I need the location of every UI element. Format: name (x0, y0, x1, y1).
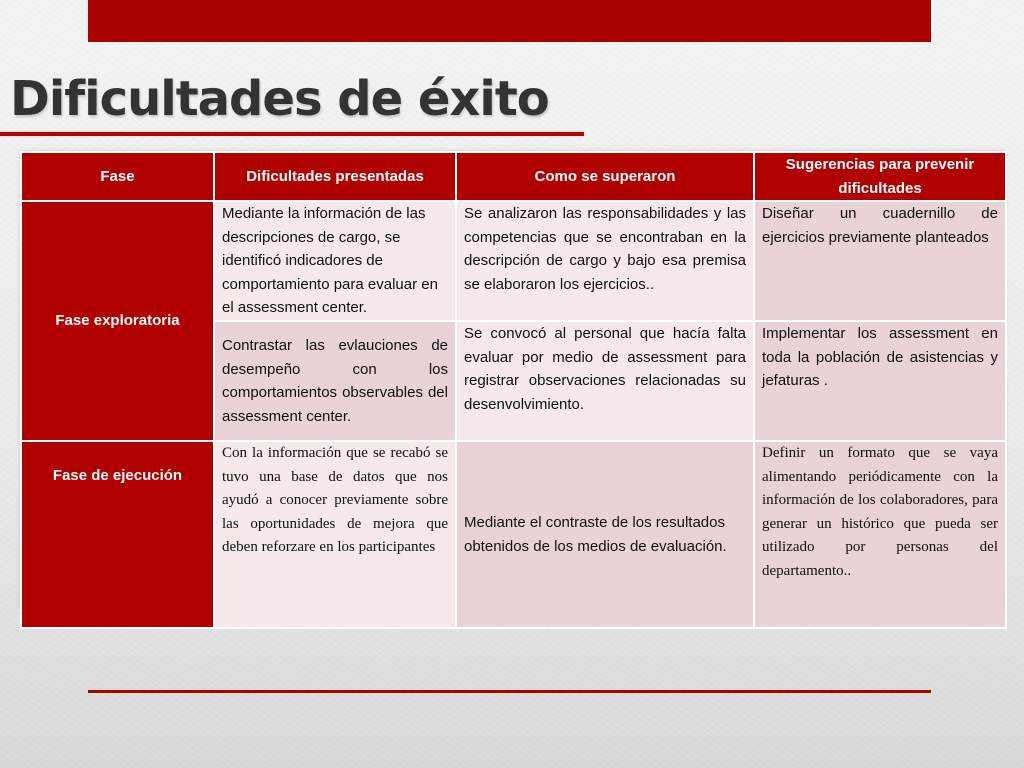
header-sugerencias: Sugerencias para prevenir dificultades (754, 152, 1006, 201)
difficulty-cell: Mediante la información de las descripciones de cargo, se identificó indicadores de comportamiento para evaluar en el assessment center. (214, 201, 456, 321)
difficulties-table-container (20, 151, 1005, 608)
solution-cell: Mediante el contraste de los resultados obtenidos de los medios de evaluación. (456, 441, 754, 628)
suggestion-cell: Diseñar un cuadernillo de ejercicios previamente planteados (754, 201, 1006, 321)
bottom-accent-line (88, 690, 931, 693)
difficulties-table (20, 151, 1007, 629)
phase-exploratoria: Fase exploratoria (21, 201, 214, 441)
difficulty-cell: Contrastar las evlauciones de desempeño con los comportamientos observables del assessment center. (214, 321, 456, 441)
solution-cell: Se analizaron las responsabilidades y las competencias que se encontraban en la descripción de cargo y bajo esa premisa se elaboraron los ejercicios.. (456, 201, 754, 321)
header-fase: Fase (21, 152, 214, 201)
suggestion-cell: Implementar los assessment en toda la población de asistencias y jefaturas . (754, 321, 1006, 441)
title-underline (0, 132, 584, 136)
header-como-se-superaron: Como se superaron (456, 152, 754, 201)
header-dificultades: Dificultades presentadas (214, 152, 456, 201)
table-header-row (21, 152, 1006, 201)
table-row (21, 201, 1006, 321)
suggestion-cell: Definir un formato que se vaya alimentando periódicamente con la información de los colaboradores, para generar un histórico que pueda ser utilizado por personas del departamento.. (754, 441, 1006, 628)
solution-cell: Se convocó al personal que hacía falta evaluar por medio de assessment para registrar observaciones relacionadas su desenvolvimiento. (456, 321, 754, 441)
top-accent-bar (88, 0, 931, 42)
phase-ejecucion: Fase de ejecución (21, 441, 214, 628)
table-row (21, 441, 1006, 628)
difficulty-cell: Con la información que se recabó se tuvo una base de datos que nos ayudó a conocer previamente sobre las oportunidades de mejora que deben reforzare en los participantes (214, 441, 456, 628)
page-title: Dificultades de éxito (10, 71, 549, 127)
